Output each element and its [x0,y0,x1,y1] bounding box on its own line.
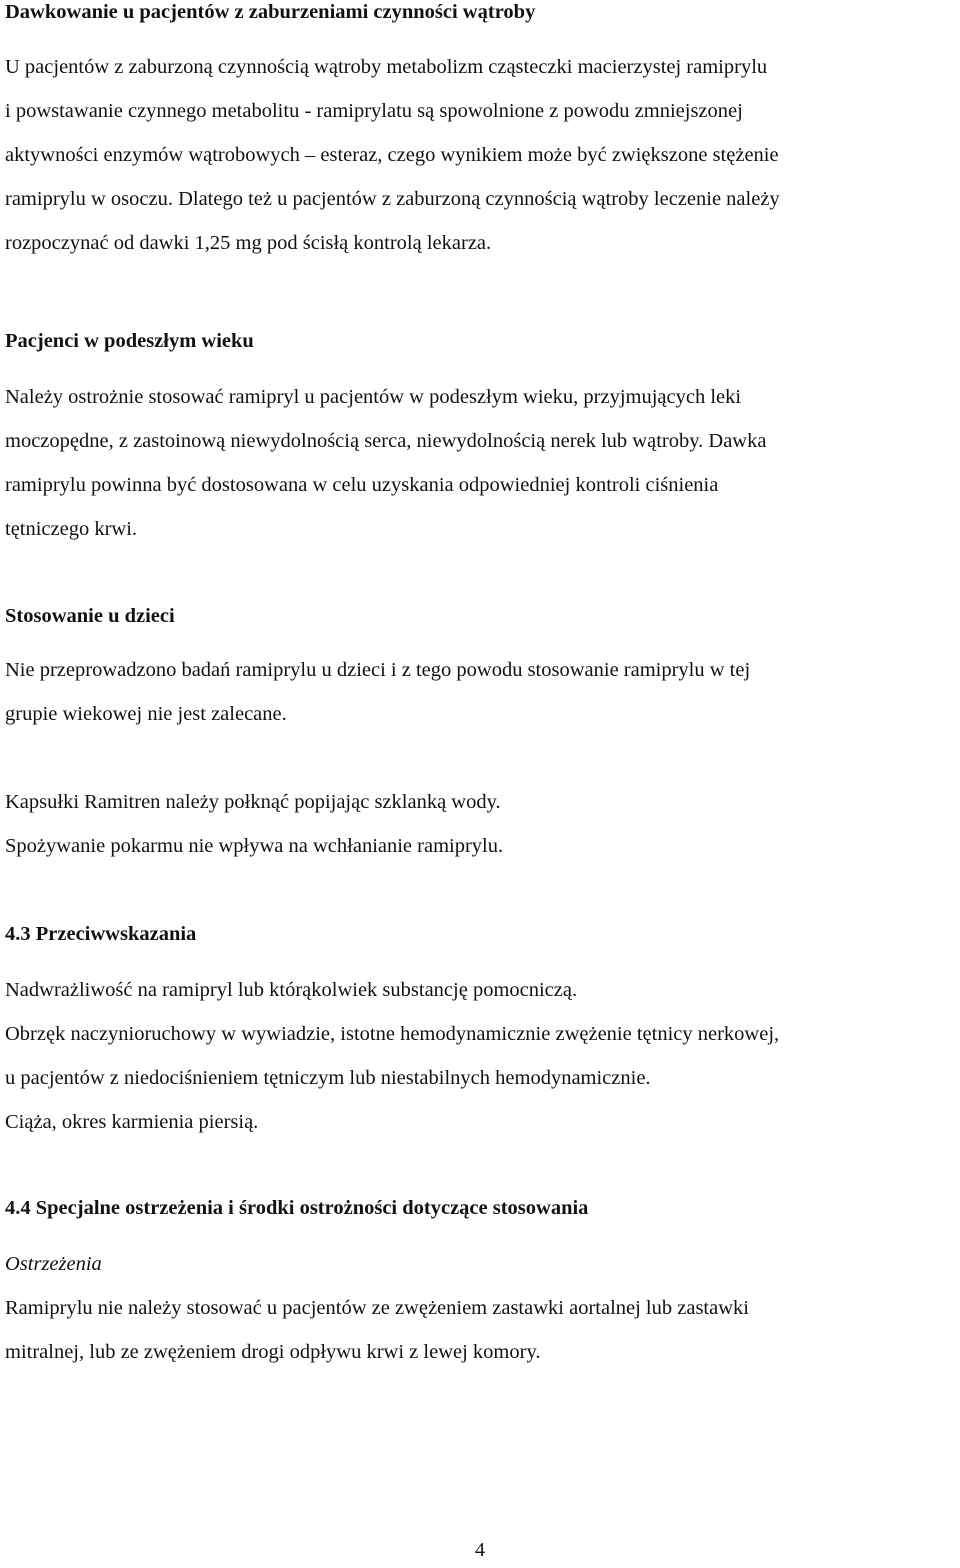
paragraph-elderly [5,375,958,551]
page-number: 4 [475,1539,485,1561]
text-line: tętniczego krwi. [5,518,138,540]
text-line: aktywności enzymów wątrobowych – esteraz, czego wynikiem może być zwiększone stężenie [5,144,779,166]
text-line: ramiprylu powinna być dostosowana w celu uzyskania odpowiedniej kontroli ciśnienia [5,474,719,496]
text-line: Nie przeprowadzono badań ramiprylu u dzieci i z tego powodu stosowanie ramiprylu w tej [5,659,751,681]
section-title: Przeciwwskazania [35,923,197,945]
paragraph-children [5,648,958,736]
text-line: mitralnej, lub ze zwężeniem drogi odpływu krwi z lewej komory. [5,1341,541,1363]
paragraph-contraindications [5,968,958,1144]
section-number: 4.3 [5,923,31,945]
text-line: U pacjentów z zaburzoną czynnością wątroby metabolizm cząsteczki macierzystej ramiprylu [5,56,768,78]
heading-contraindications [5,920,958,948]
heading-warnings [5,1194,958,1222]
heading-liver-dosing: Dawkowanie u pacjentów z zaburzeniami czynności wątroby [5,1,536,23]
text-line: rozpoczynać od dawki 1,25 mg pod ścisłą kontrolą lekarza. [5,232,492,254]
text-line: Obrzęk naczynioruchowy w wywiadzie, istotne hemodynamicznie zwężenie tętnicy nerkowej, [5,1023,780,1045]
text-line: Ciąża, okres karmienia piersią. [5,1111,259,1133]
heading-children: Stosowanie u dzieci [5,605,175,627]
text-line: ramiprylu w osoczu. Dlatego też u pacjentów z zaburzoną czynnością wątroby leczenie należy [5,188,780,210]
text-line: Należy ostrożnie stosować ramipryl u pacjentów w podeszłym wieku, przyjmujących leki [5,386,742,408]
paragraph-warnings [5,1286,958,1374]
text-line: grupie wiekowej nie jest zalecane. [5,703,287,725]
section-title: Specjalne ostrzeżenia i środki ostrożności dotyczące stosowania [35,1197,589,1219]
text-line: u pacjentów z niedociśnieniem tętniczym lub niestabilnych hemodynamicznie. [5,1067,651,1089]
text-line: Kapsułki Ramitren należy połknąć popijając szklanką wody. [5,791,501,813]
subheading-warnings: Ostrzeżenia [5,1253,102,1275]
paragraph-administration [5,780,958,868]
text-line: Ramiprylu nie należy stosować u pacjentów ze zwężeniem zastawki aortalnej lub zastawki [5,1297,749,1319]
heading-elderly: Pacjenci w podeszłym wieku [5,330,254,352]
paragraph-liver-dosing [5,45,958,265]
section-number: 4.4 [5,1197,31,1219]
text-line: Spożywanie pokarmu nie wpływa na wchłanianie ramiprylu. [5,835,504,857]
text-line: moczopędne, z zastoinową niewydolnością serca, niewydolnością nerek lub wątroby. Dawka [5,430,767,452]
text-line: Nadwrażliwość na ramipryl lub którąkolwiek substancję pomocniczą. [5,979,578,1001]
text-line: i powstawanie czynnego metabolitu - ramiprylatu są spowolnione z powodu zmniejszonej [5,100,743,122]
